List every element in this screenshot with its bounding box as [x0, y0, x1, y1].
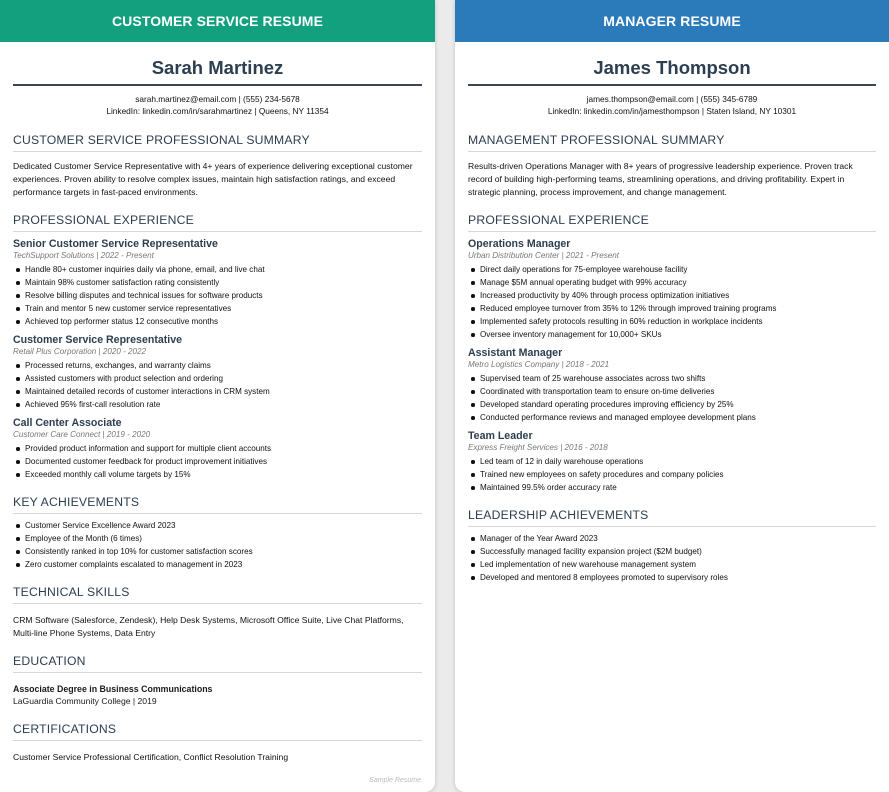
job-company-dates: Retail Plus Corporation | 2020 - 2022	[13, 347, 147, 356]
job-company-dates: TechSupport Solutions | 2022 - Present	[13, 251, 154, 260]
certifications-heading: CERTIFICATIONS	[13, 722, 422, 741]
job-title: Assistant Manager	[468, 347, 563, 359]
job-bullets	[13, 263, 422, 328]
bullet-item: Provided product information and support for multiple client accounts	[13, 442, 422, 455]
achievement-item: Manager of the Year Award 2023	[468, 532, 876, 545]
bullet-item: Trained new employees on safety procedures and company policies	[468, 468, 876, 481]
bullet-item: Oversee inventory management for 10,000+ SKUs	[468, 328, 876, 341]
contact-line-2: LinkedIn: linkedin.com/in/sarahmartinez | Queens, NY 11354	[106, 106, 329, 116]
job-entry	[13, 417, 422, 481]
experience-heading: PROFESSIONAL EXPERIENCE	[468, 213, 876, 232]
skills-heading: TECHNICAL SKILLS	[13, 585, 422, 604]
resume-document	[455, 58, 889, 584]
resume-banner: CUSTOMER SERVICE RESUME	[0, 0, 435, 42]
achievement-item: Successfully managed facility expansion project ($2M budget)	[468, 545, 876, 558]
achievement-item: Consistently ranked in top 10% for customer satisfaction scores	[13, 545, 422, 558]
skills-text: CRM Software (Salesforce, Zendesk), Help Desk Systems, Microsoft Office Suite, Live Chat Platforms, Multi-line Phone Systems, Data Entry	[13, 615, 404, 638]
bullet-item: Maintain 98% customer satisfaction rating consistently	[13, 276, 422, 289]
job-company-dates: Metro Logistics Company | 2018 - 2021	[468, 360, 610, 369]
manager-resume-card	[455, 0, 889, 792]
bullet-item: Maintained 99.5% order accuracy rate	[468, 481, 876, 494]
resume-document	[0, 58, 435, 764]
contact-line-1: sarah.martinez@email.com | (555) 234-5678	[135, 94, 300, 104]
job-company-dates: Express Freight Services | 2016 - 2018	[468, 443, 608, 452]
job-bullets	[13, 359, 422, 411]
bullet-item: Reduced employee turnover from 35% to 12% through improved training programs	[468, 302, 876, 315]
achievement-item: Developed and mentored 8 employees promoted to supervisory roles	[468, 571, 876, 584]
job-entry	[468, 347, 876, 424]
bullet-item: Led team of 12 in daily warehouse operations	[468, 455, 876, 468]
achievements-list	[13, 519, 422, 571]
job-bullets	[468, 372, 876, 424]
resume-banner: MANAGER RESUME	[455, 0, 889, 42]
bullet-item: Conducted performance reviews and managed employee development plans	[468, 411, 876, 424]
customer-service-resume-card	[0, 0, 435, 792]
bullet-item: Handle 80+ customer inquiries daily via phone, email, and live chat	[13, 263, 422, 276]
bullet-item: Maintained detailed records of customer interactions in CRM system	[13, 385, 422, 398]
job-title: Operations Manager	[468, 238, 571, 250]
bullet-item: Resolve billing disputes and technical issues for software products	[13, 289, 422, 302]
summary-heading: CUSTOMER SERVICE PROFESSIONAL SUMMARY	[13, 133, 422, 152]
bullet-item: Manage $5M annual operating budget with 99% accuracy	[468, 276, 876, 289]
summary-text: Results-driven Operations Manager with 8+ years of progressive leadership experience. Proven track record of building high-performing teams, streamlining operations, and driving profitability. Expert in strategic planning, process improvement, and change management.	[468, 161, 853, 197]
job-entry	[468, 238, 876, 341]
contact-line-1: james.thompson@email.com | (555) 345-6789	[586, 94, 758, 104]
job-title: Team Leader	[468, 430, 533, 442]
job-bullets	[13, 442, 422, 481]
job-bullets	[468, 455, 876, 494]
job-title: Customer Service Representative	[13, 334, 182, 346]
job-company-dates: Urban Distribution Center | 2021 - Present	[468, 251, 620, 260]
contact-line-2: LinkedIn: linkedin.com/in/jamesthompson | Staten Island, NY 10301	[547, 106, 797, 116]
candidate-name: James Thompson	[593, 57, 751, 78]
bullet-item: Supervised team of 25 warehouse associates across two shifts	[468, 372, 876, 385]
job-title: Senior Customer Service Representative	[13, 238, 218, 250]
education-heading: EDUCATION	[13, 654, 422, 673]
job-entry	[13, 334, 422, 411]
bullet-item: Developed standard operating procedures improving efficiency by 25%	[468, 398, 876, 411]
job-entry	[13, 238, 422, 328]
bullet-item: Assisted customers with product selection and ordering	[13, 372, 422, 385]
bullet-item: Implemented safety protocols resulting in 60% reduction in workplace incidents	[468, 315, 876, 328]
education-degree: Associate Degree in Business Communications	[13, 684, 213, 694]
achievements-heading: LEADERSHIP ACHIEVEMENTS	[468, 508, 876, 527]
job-bullets	[468, 263, 876, 341]
bullet-item: Documented customer feedback for product improvement initiatives	[13, 455, 422, 468]
bullet-item: Exceeded monthly call volume targets by 15%	[13, 468, 422, 481]
bullet-item: Direct daily operations for 75-employee warehouse facility	[468, 263, 876, 276]
education-school: LaGuardia Community College | 2019	[13, 696, 157, 706]
name-divider	[13, 84, 422, 86]
achievement-item: Zero customer complaints escalated to management in 2023	[13, 558, 422, 571]
job-title: Call Center Associate	[13, 417, 122, 429]
experience-heading: PROFESSIONAL EXPERIENCE	[13, 213, 422, 232]
summary-text: Dedicated Customer Service Representative with 4+ years of experience delivering exceptional customer experiences. Proven ability to resolve complex issues, maintain high satisfaction ratings, and exceed performance targets in fast-paced environments.	[13, 161, 413, 197]
achievements-list	[468, 532, 876, 584]
achievements-heading: KEY ACHIEVEMENTS	[13, 495, 422, 514]
bullet-item: Achieved 95% first-call resolution rate	[13, 398, 422, 411]
candidate-name: Sarah Martinez	[151, 57, 284, 78]
job-company-dates: Customer Care Connect | 2019 - 2020	[13, 430, 151, 439]
job-entry	[468, 430, 876, 494]
sample-watermark: Sample Resume	[369, 777, 421, 784]
bullet-item: Increased productivity by 40% through process optimization initiatives	[468, 289, 876, 302]
bullet-item: Achieved top performer status 12 consecutive months	[13, 315, 422, 328]
summary-heading: MANAGEMENT PROFESSIONAL SUMMARY	[468, 133, 876, 152]
certifications-text: Customer Service Professional Certification, Conflict Resolution Training	[13, 752, 289, 762]
bullet-item: Train and mentor 5 new customer service representatives	[13, 302, 422, 315]
bullet-item: Processed returns, exchanges, and warranty claims	[13, 359, 422, 372]
achievement-item: Customer Service Excellence Award 2023	[13, 519, 422, 532]
bullet-item: Coordinated with transportation team to ensure on-time deliveries	[468, 385, 876, 398]
achievement-item: Employee of the Month (6 times)	[13, 532, 422, 545]
name-divider	[468, 84, 876, 86]
achievement-item: Led implementation of new warehouse management system	[468, 558, 876, 571]
